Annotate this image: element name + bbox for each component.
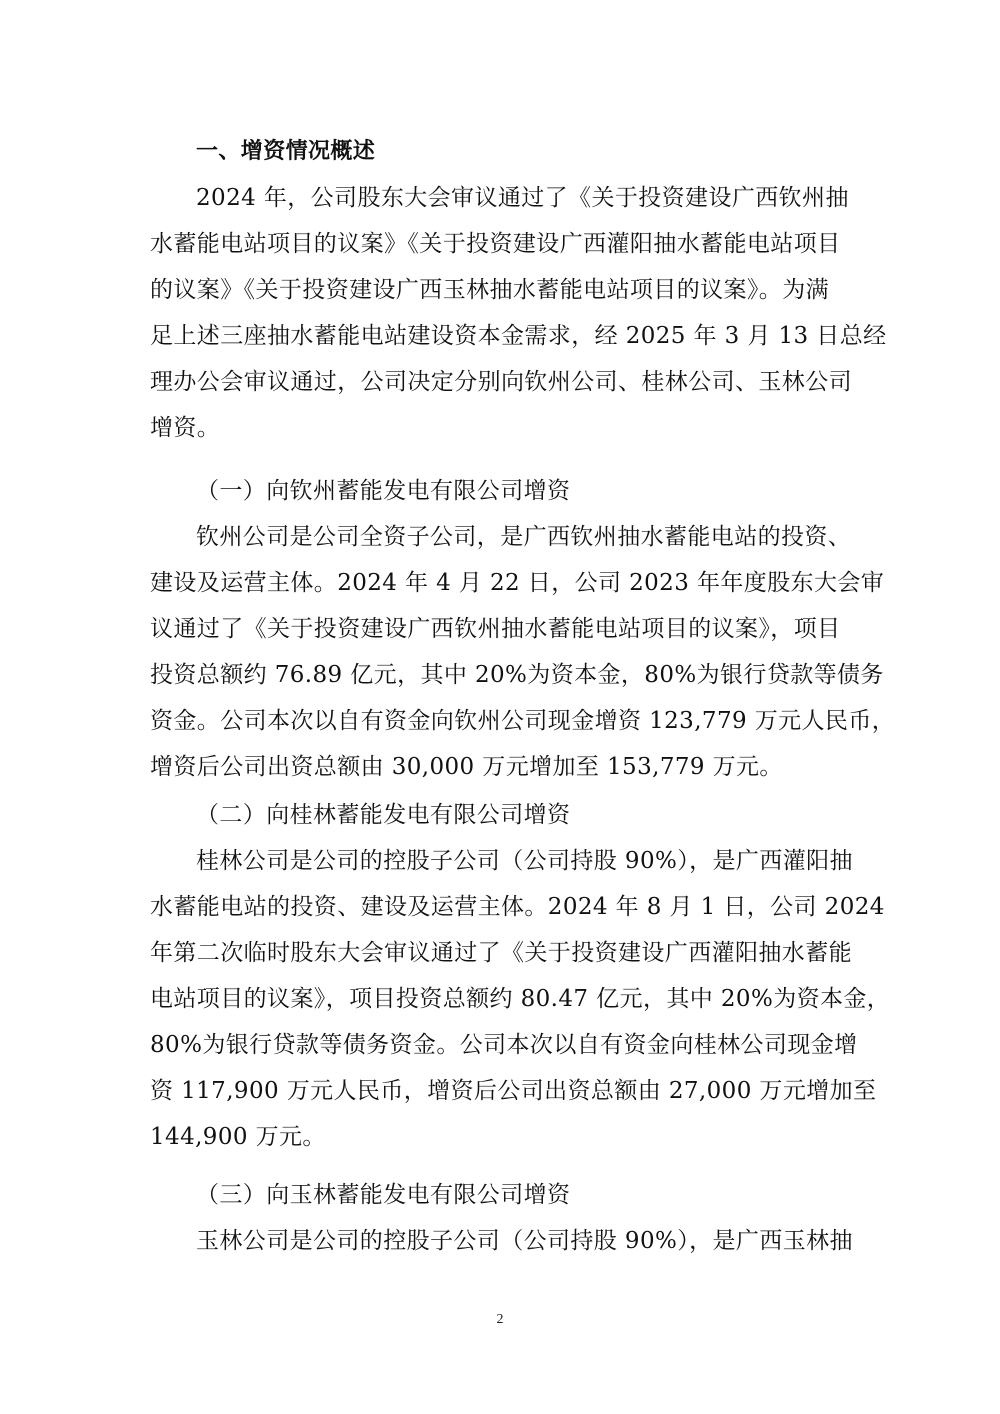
qinzhou-line-5: 资金。公司本次以自有资金向钦州公司现金增资 123,779 万元人民币， [150,708,896,734]
intro-line-3: 的议案》《关于投资建设广西玉林抽水蓄能电站项目的议案》。为满 [150,277,829,303]
yulin-line-1: 玉林公司是公司的控股子公司（公司持股 90%），是广西玉林抽 [196,1228,853,1254]
guilin-line-5: 80%为银行贷款等债务资金。公司本次以自有资金向桂林公司现金增 [150,1032,858,1058]
intro-line-2: 水蓄能电站项目的议案》《关于投资建设广西灌阳抽水蓄能电站项目 [150,231,841,257]
subsection-title-guilin: （二）向桂林蓄能发电有限公司增资 [196,802,571,828]
qinzhou-line-6: 增资后公司出资总额由 30,000 万元增加至 153,779 万元。 [150,754,783,780]
qinzhou-line-2: 建设及运营主体。2024 年 4 月 22 日，公司 2023 年年度股东大会审 [150,570,885,596]
guilin-line-7: 144,900 万元。 [150,1124,326,1150]
guilin-line-2: 水蓄能电站的投资、建设及运营主体。2024 年 8 月 1 日，公司 2024 [150,894,885,920]
intro-line-4: 足上述三座抽水蓄能电站建设资本金需求，经 2025 年 3 月 13 日总经 [150,323,887,349]
guilin-line-6: 资 117,900 万元人民币，增资后公司出资总额由 27,000 万元增加至 [150,1078,877,1104]
guilin-line-1: 桂林公司是公司的控股子公司（公司持股 90%），是广西灌阳抽 [196,848,853,874]
subsection-title-yulin: （三）向玉林蓄能发电有限公司增资 [196,1182,571,1208]
qinzhou-line-4: 投资总额约 76.89 亿元，其中 20%为资本金，80%为银行贷款等债务 [150,662,884,688]
intro-line-1: 2024 年，公司股东大会审议通过了《关于投资建设广西钦州抽 [196,185,849,211]
page-number: 2 [496,1312,504,1327]
subsection-title-qinzhou: （一）向钦州蓄能发电有限公司增资 [196,478,571,504]
qinzhou-line-1: 钦州公司是公司全资子公司，是广西钦州抽水蓄能电站的投资、 [196,524,852,550]
qinzhou-line-3: 议通过了《关于投资建设广西钦州抽水蓄能电站项目的议案》，项目 [150,616,841,642]
guilin-line-4: 电站项目的议案》，项目投资总额约 80.47 亿元，其中 20%为资本金， [150,986,891,1012]
intro-line-6: 增资。 [150,415,221,441]
section-heading: 一、增资情况概述 [196,139,376,164]
intro-line-5: 理办公会审议通过，公司决定分别向钦州公司、桂林公司、玉林公司 [150,369,852,395]
guilin-line-3: 年第二次临时股东大会审议通过了《关于投资建设广西灌阳抽水蓄能 [150,940,852,966]
